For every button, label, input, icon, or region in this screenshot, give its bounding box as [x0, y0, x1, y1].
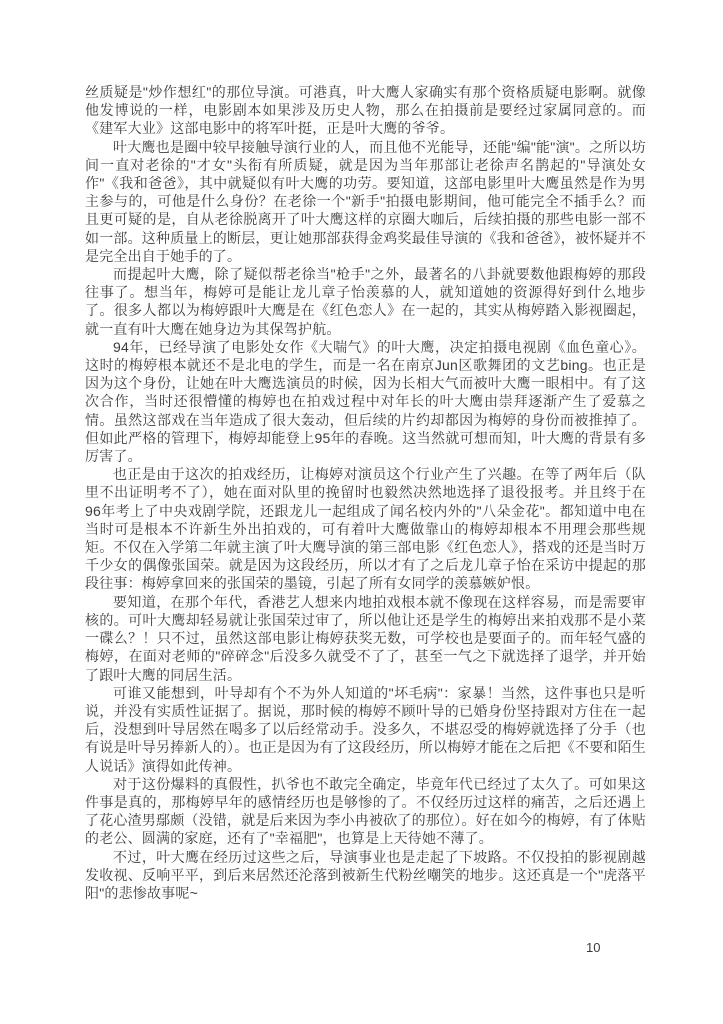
paragraph: 而提起叶大鹰，除了疑似帮老徐当"枪手"之外，最著名的八卦就要数他跟梅婷的那段往事了。想当年，梅婷可是能让龙儿章子怡羡慕的人，就知道她的资源得好到什么地步了。很多人都以为梅婷跟叶大鹰是在《红色恋人》在一起的，其实从梅婷踏入影视圈起，就一直有叶大鹰在她身边为其保驾护航。: [85, 266, 646, 337]
paragraph: 可谁又能想到，叶导却有个不为外人知道的"坏毛病"：家暴！当然，这件事也只是听说，并没有实质性证据了。据说，那时候的梅婷不顾叶导的已婚身份坚持跟对方住在一起后，没想到叶导居然在喝多了以后经常动手。没多久，不堪忍受的梅婷就选择了分手（也有说是叶导另捧新人的）。也正是因为有了这段经历，所以梅婷才能在之后把《不要和陌生人说话》演得如此传神。: [85, 684, 646, 774]
paragraph: 叶大鹰也是圈中较早接触导演行业的人，而且他不光能导，还能"编"能"演"。之所以坊间一直对老徐的"才女"头衔有所质疑，就是因为当年那部让老徐声名鹊起的"导演处女作"《我和爸爸》，其中就疑似有叶大鹰的功劳。要知道，这部电影里叶大鹰虽然是作为男主参与的，可他是什么身份？在老徐一个"新手"拍摄电影期间，他可能完全不插手么？而且更可疑的是，自从老徐脱离开了叶大鹰这样的京圈大咖后，后续拍摄的那些电影一部不如一部。这种质量上的断层，更让她那部获得金鸡奖最佳导演的《我和爸爸》，被怀疑并不是完全出自于她手的了。: [85, 138, 646, 264]
paragraph: 对于这份爆料的真假性，扒爷也不敢完全确定，毕竟年代已经过了太久了。可如果这件事是真的，那梅婷早年的感情经历也是够惨的了。不仅经历过这样的痛苦，之后还遇上了花心渣男鄢颇（没错，就是后来因为李小冉被砍了的那位）。好在如今的梅婷，有了体贴的老公、圆满的家庭，还有了"幸福肥"，也算是上天待她不薄了。: [85, 775, 646, 847]
article-body: [85, 83, 646, 902]
paragraph: 要知道，在那个年代，香港艺人想来内地拍戏根本就不像现在这样容易，而是需要审核的。可叶大鹰却轻易就让张国荣过审了，所以他让还是学生的梅婷出来拍戏那不是小菜一碟么？！只不过，虽然这部电影让梅婷获奖无数，可学校也是要面子的。而年轻气盛的梅婷，在面对老师的"碎碎念"后没多久就受不了了，甚至一气之下就选择了退学，并开始了跟叶大鹰的同居生活。: [85, 593, 646, 683]
paragraph: 丝质疑是"炒作想红"的那位导演。可港真，叶大鹰人家确实有那个资格质疑电影啊。就像他发博说的一样，电影剧本如果涉及历史人物，那么在拍摄前是要经过家属同意的。而《建军大业》这部电影中的将军叶挺，正是叶大鹰的爷爷。: [85, 84, 646, 137]
paragraph: 也正是由于这次的拍戏经历，让梅婷对演员这个行业产生了兴趣。在等了两年后（队里不出证明考不了），她在面对队里的挽留时也毅然决然地选择了退役报考。并且终于在96年考上了中央戏剧学院，还跟龙儿一起组成了闻名校内外的"八朵金花"。都知道中电在当时可是根本不许新生外出拍戏的，可有着叶大鹰做靠山的梅婷却根本不用理会那些规矩。不仅在入学第二年就主演了叶大鹰导演的第三部电影《红色恋人》，搭戏的还是当时万千少女的偶像张国荣。就是因为这段经历，所以才有了之后龙儿章子怡在采访中提起的那段往事：梅婷拿回来的张国荣的墨镜，引起了所有女同学的羡慕嫉妒恨。: [85, 466, 646, 592]
page-number: 10: [586, 940, 601, 955]
paragraph: 94年，已经导演了电影处女作《大喘气》的叶大鹰，决定拍摄电视剧《血色童心》。这时的梅婷根本就还不是北电的学生，而是一名在南京Jun区歌舞团的文艺bing。也正是因为这个身份，让她在叶大鹰选演员的时候，因为长相大气而被叶大鹰一眼相中。有了这次合作，当时还很懵懂的梅婷也在拍戏过程中对年长的叶大鹰由崇拜逐渐产生了爱慕之情。虽然这部戏在当年造成了很大轰动，但后续的片约却都因为梅婷的身份而被推掉了。但如此严格的管理下，梅婷却能登上95年的春晚。这当然就可想而知，叶大鹰的背景有多厉害了。: [85, 338, 646, 465]
paragraph: 不过，叶大鹰在经历过这些之后，导演事业也是走起了下坡路。不仅投拍的影视剧越发收视、反响平平，到后来居然还沦落到被新生代粉丝嘲笑的地步。这还真是一个"虎落平阳"的悲惨故事呢~: [85, 848, 646, 901]
